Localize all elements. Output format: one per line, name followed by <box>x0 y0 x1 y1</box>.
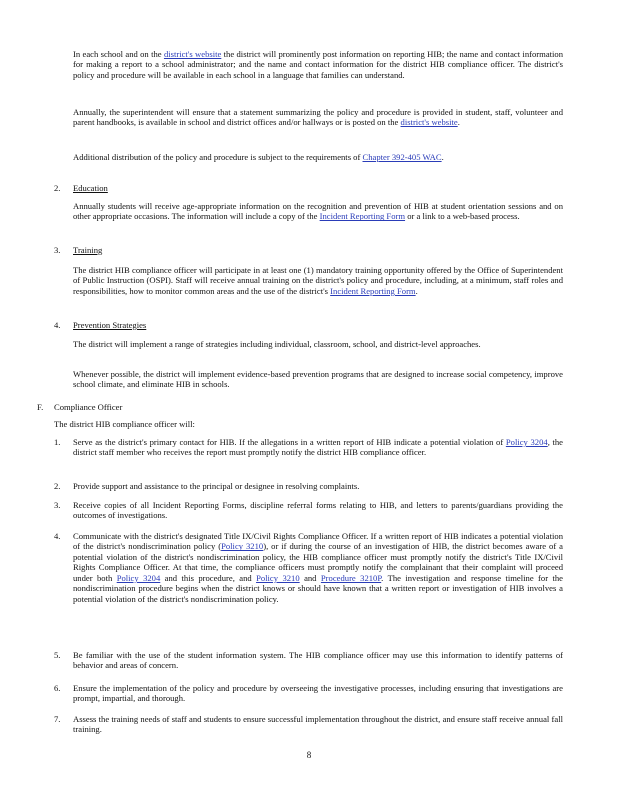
item-heading-training <box>73 245 563 255</box>
body-text: and this procedure, and <box>160 572 257 583</box>
intro-paragraph-2 <box>73 107 563 128</box>
document-link[interactable]: Policy 3210 <box>256 572 300 583</box>
document-link[interactable]: district's website <box>400 117 458 128</box>
compliance-item-1 <box>73 437 563 458</box>
intro-paragraph-1 <box>73 49 563 80</box>
heading-text: Education <box>73 183 108 193</box>
body-text: or a link to a web-based process. <box>405 211 520 222</box>
document-link[interactable]: Policy 3204 <box>505 437 548 447</box>
document-link[interactable]: Incident Reporting Form <box>319 211 406 222</box>
body-text: ), or if during the course of an investigation of HIB, the district becomes aware of a potential violation of the district's nondiscrimination policy, the HIB compliance officer must promptly notify the district's Title IX/Civil Rights Compliance Officer. At that time, the compliance officers must promptly notify the complainant that their complaint will proceed under both <box>73 541 563 583</box>
body-text: Receive copies of all Incident Reporting Forms, discipline referral forms relating to HIB, and letters to parents/guardians providing the outcomes of investigations. <box>73 500 563 521</box>
body-text: Provide support and assistance to the principal or designee in resolving complaints. <box>73 481 360 491</box>
document-link[interactable]: Incident Reporting Form <box>330 285 416 296</box>
body-text: Whenever possible, the district will implement evidence-based prevention programs that are designed to increase social competency, improve school climate, and eliminate HIB in schools. <box>73 369 563 390</box>
compliance-item-3 <box>73 500 563 521</box>
compliance-item-6 <box>73 683 563 704</box>
body-text: Additional distribution of the policy and procedure is subject to the requirements of <box>73 152 363 162</box>
item-number: 7. <box>54 714 61 724</box>
intro-paragraph-3 <box>73 152 563 162</box>
heading-text: Training <box>73 245 103 255</box>
body-text: . <box>415 285 418 296</box>
body-text: the district will prominently post information on reporting HIB; the name and contact information for making a report to a school administrator; and the name and contact information for the district HIB compliance officer. The district's policy and procedure will be available in each school in a language that families can understand. <box>73 49 564 80</box>
body-text: Annually, the superintendent will ensure that a statement summarizing the policy and procedure is provided in student, staff, volunteer and parent handbooks, is available in school and district offices and/or hallways or is posted on the <box>73 107 563 128</box>
page-number: 8 <box>306 750 312 760</box>
document-link[interactable]: Policy 3204 <box>116 572 161 583</box>
body-text: Assess the training needs of staff and students to ensure successful implementation throughout the district, and ensure staff receive annual fall training. <box>73 714 563 735</box>
item-heading-prevention <box>73 320 563 330</box>
prevention-paragraph-2 <box>73 369 563 390</box>
item-number: 2. <box>54 183 61 193</box>
body-text: and <box>299 572 321 583</box>
compliance-item-4 <box>73 531 563 604</box>
compliance-item-5 <box>73 650 563 671</box>
body-text: . The investigation and response timeline for the nondiscrimination procedure begins when the district knows or should have known that a written report or investigation of HIB involves a potential violation of the district's nondiscrimination policy. <box>73 572 563 604</box>
compliance-item-7 <box>73 714 563 735</box>
education-paragraph <box>73 201 563 222</box>
body-text: . <box>441 152 444 162</box>
section-intro: The district HIB compliance officer will: <box>54 419 195 429</box>
item-heading-education <box>73 183 563 193</box>
prevention-paragraph-1 <box>73 339 563 349</box>
section-letter: F. <box>37 402 44 412</box>
section-heading: Compliance Officer <box>54 402 123 412</box>
document-link[interactable]: Procedure 3210P <box>320 572 382 583</box>
document-link[interactable]: district's website <box>163 49 222 59</box>
body-text: , the district staff member who receives the report must promptly notify the district HIB compliance officer. <box>73 437 563 458</box>
heading-text: Prevention Strategies <box>73 320 147 330</box>
body-text: Annually students will receive age-appropriate information on the recognition and prevention of HIB at student orientation sessions and on other appropriate occasions. The information will include a copy of the <box>73 201 563 222</box>
body-text: The district HIB compliance officer will participate in at least one (1) mandatory training opportunity offered by the Office of Superintendent of Public Instruction (OSPI). Staff will receive annual training on the district's policy and procedure, including, at a minimum, staff roles and responsibilities, how to monitor common areas and the use of the district's <box>73 265 563 296</box>
body-text: . <box>457 117 460 128</box>
body-text: The district will implement a range of strategies including individual, classroom, school, and district-level approaches. <box>73 339 481 349</box>
item-number: 1. <box>54 437 61 447</box>
body-text: Ensure the implementation of the policy and procedure by overseeing the investigative processes, including ensuring that investigations are prompt, impartial, and thorough. <box>73 683 563 704</box>
item-number: 3. <box>54 245 61 255</box>
training-paragraph <box>73 265 563 296</box>
item-number: 6. <box>54 683 61 693</box>
body-text: Serve as the district's primary contact for HIB. If the allegations in a written report of HIB indicate a potential violation of <box>73 437 506 447</box>
item-number: 4. <box>54 320 61 330</box>
item-number: 2. <box>54 481 61 491</box>
compliance-item-2 <box>73 481 563 491</box>
item-number: 5. <box>54 650 61 660</box>
body-text: Communicate with the district's designated Title IX/Civil Rights Compliance Officer. If a written report of HIB indicates a potential violation of the district's nondiscrimination policy ( <box>73 531 563 552</box>
body-text: Be familiar with the use of the student information system. The HIB compliance officer may use this information to identify patterns of behavior and areas of concern. <box>73 650 563 671</box>
item-number: 3. <box>54 500 61 510</box>
document-link[interactable]: Policy 3210 <box>221 541 264 552</box>
item-number: 4. <box>54 531 61 541</box>
document-link[interactable]: Chapter 392-405 WAC <box>362 152 442 162</box>
body-text: In each school and on the <box>73 49 164 59</box>
